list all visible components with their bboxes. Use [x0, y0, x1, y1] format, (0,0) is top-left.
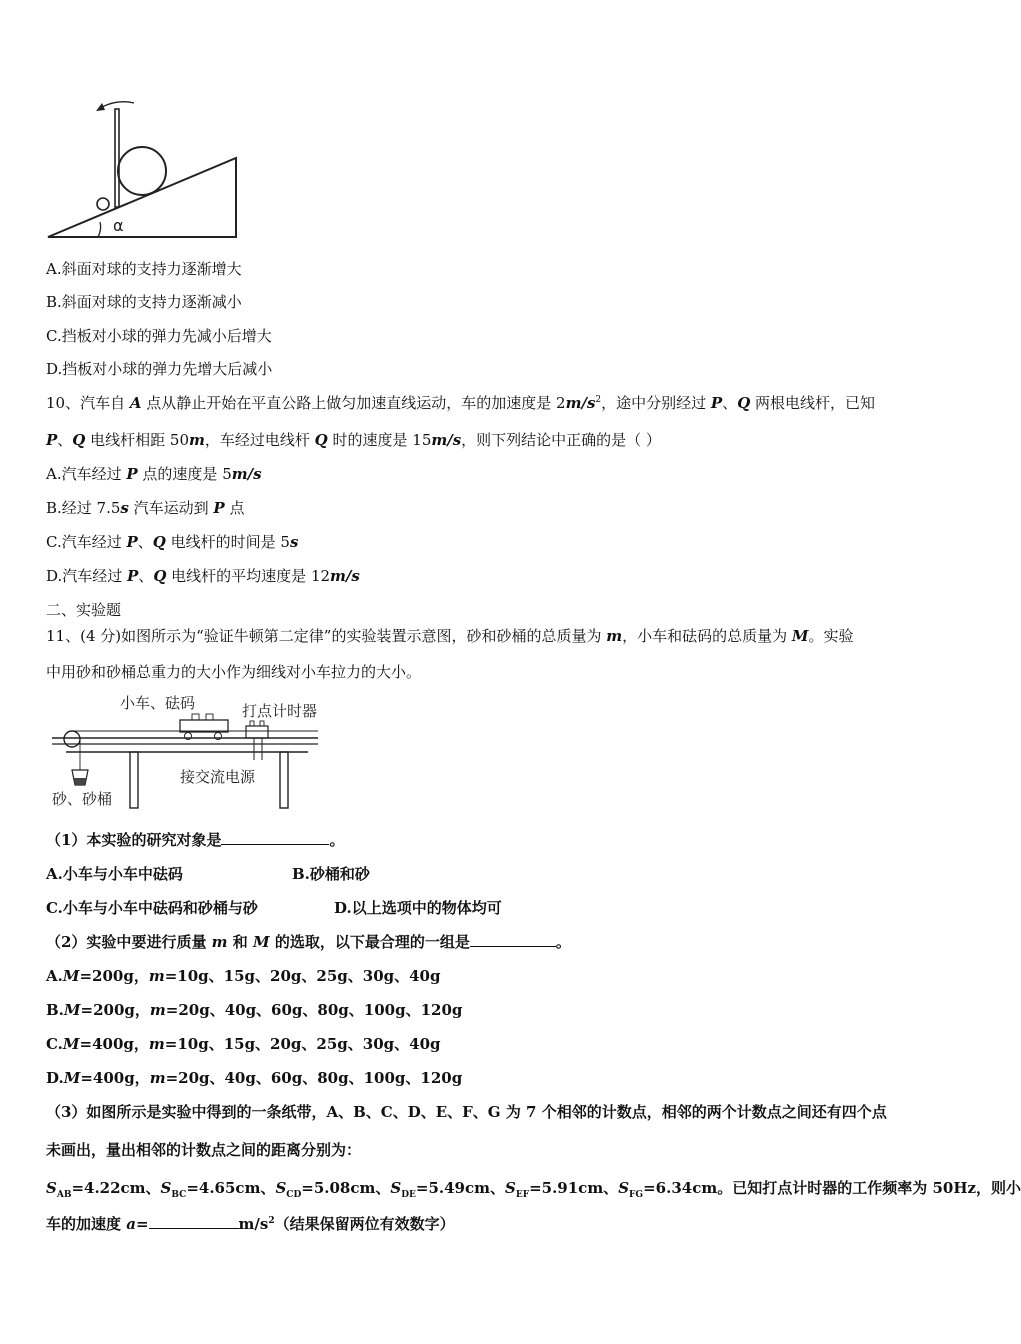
q9-option-a: A.斜面对球的支持力逐渐增大 [46, 260, 242, 278]
pivot-o [97, 198, 109, 210]
rotation-arrow [102, 102, 134, 107]
weight-2 [206, 714, 213, 720]
p1-option-a: A.小车与小车中砝码 [46, 865, 183, 883]
p1-question: （1）本实验的研究对象是 。 [46, 831, 345, 849]
board [115, 109, 119, 207]
q9-option-d: D.挡板对小球的弹力先增大后减小 [46, 360, 273, 378]
p2-option-a: A.M=200g，m=10g、15g、20g、25g、30g、40g [46, 967, 441, 985]
incline-figure [40, 95, 250, 245]
apparatus-figure [46, 688, 346, 814]
timer [246, 726, 268, 738]
p2-question: （2）实验中要进行质量 m 和 M 的选取，以下最合理的一组是 。 [46, 933, 571, 951]
p3-answer-line: 车的加速度 $a= m/s^2$（结果保留两位有效数字） [46, 1215, 455, 1233]
q10-option-b: B.经过 7.5s 汽车运动到 P 点 [46, 499, 245, 517]
q10-stem-line1: 10、汽车自 A 点从静止开始在平直公路上做匀加速直线运动，车的加速度是 $2m/s^2$，途中分别经过 P、Q 两根电线杆，已知 [46, 394, 876, 412]
q11-stem-line2: 中用砂和砂桶总重力的大小作为细线对小车拉力的大小。 [46, 663, 422, 681]
timer-post-2 [260, 721, 264, 726]
q10-option-a: A.汽车经过 P 点的速度是 5m/s [46, 465, 262, 483]
weight-1 [192, 714, 199, 720]
cart-label: 小车、砝码 [120, 694, 196, 712]
q9-option-b: B.斜面对球的支持力逐渐减小 [46, 293, 242, 311]
timer-label: 打点计时器 [242, 702, 318, 720]
p3-distances: $S_{AB}=4.22cm$、$S_{BC}=4.65cm$、$S_{CD}=5.08cm$、$S_{DE}=5.49cm$、$S_{EF}=5.91cm$、$S_{FG}=6.34cm$。已知打点计时器的工作频率为 50Hz，则小 [46, 1179, 1021, 1200]
timer-post-1 [250, 721, 254, 726]
p1-options-row1 [46, 864, 370, 884]
cart [180, 720, 228, 732]
table-leg-left [130, 752, 138, 808]
incline [48, 158, 236, 237]
p3-answer-blank[interactable] [149, 1214, 239, 1229]
rotation-arrowhead [96, 103, 105, 111]
sand [74, 778, 86, 785]
power-label: 接交流电源 [180, 768, 256, 786]
q10-stem-line2: P、Q 电线杆相距 50m，车经过电线杆 Q 时的速度是 15m/s，则下列结论中正确的是（ ） [46, 431, 661, 449]
power-wire [254, 738, 262, 760]
table-leg-right [280, 752, 288, 808]
p2-option-d: D.M=400g，m=20g、40g、60g、80g、100g、120g [46, 1069, 463, 1087]
p1-option-d: D.以上选项中的物体均可 [334, 899, 502, 917]
angle-arc [98, 222, 101, 237]
p2-option-c: C.M=400g，m=10g、15g、20g、25g、30g、40g [46, 1035, 441, 1053]
p1-option-b: B.砂桶和砂 [292, 865, 370, 883]
p2-answer-blank[interactable] [470, 932, 556, 947]
q9-option-c: C.挡板对小球的弹力先减小后增大 [46, 327, 272, 345]
p2-option-b: B.M=200g，m=20g、40g、60g、80g、100g、120g [46, 1001, 463, 1019]
q10-option-d: D.汽车经过 P、Q 电线杆的平均速度是 12m/s [46, 567, 360, 585]
bucket-label: 砂、砂桶 [52, 790, 113, 808]
p3-line1: （3）如图所示是实验中得到的一条纸带，A、B、C、D、E、F、G 为 7 个相邻的计数点，相邻的两个计数点之间还有四个点 [46, 1103, 887, 1121]
p1-answer-blank[interactable] [221, 830, 329, 845]
section-heading: 二、实验题 [46, 601, 122, 619]
q11-stem-line1: 11、(4 分)如图所示为“验证牛顿第二定律”的实验装置示意图，砂和砂桶的总质量为 m，小车和砝码的总质量为 M。实验 [46, 627, 854, 645]
p1-options-row2 [46, 898, 502, 918]
alpha-label: α [113, 216, 124, 235]
p3-line2: 未画出，量出相邻的计数点之间的距离分别为： [46, 1141, 362, 1159]
p1-option-c: C.小车与小车中砝码和砂桶与砂 [46, 899, 258, 917]
q10-option-c: C.汽车经过 P、Q 电线杆的时间是 5s [46, 533, 299, 551]
ball [118, 147, 166, 195]
